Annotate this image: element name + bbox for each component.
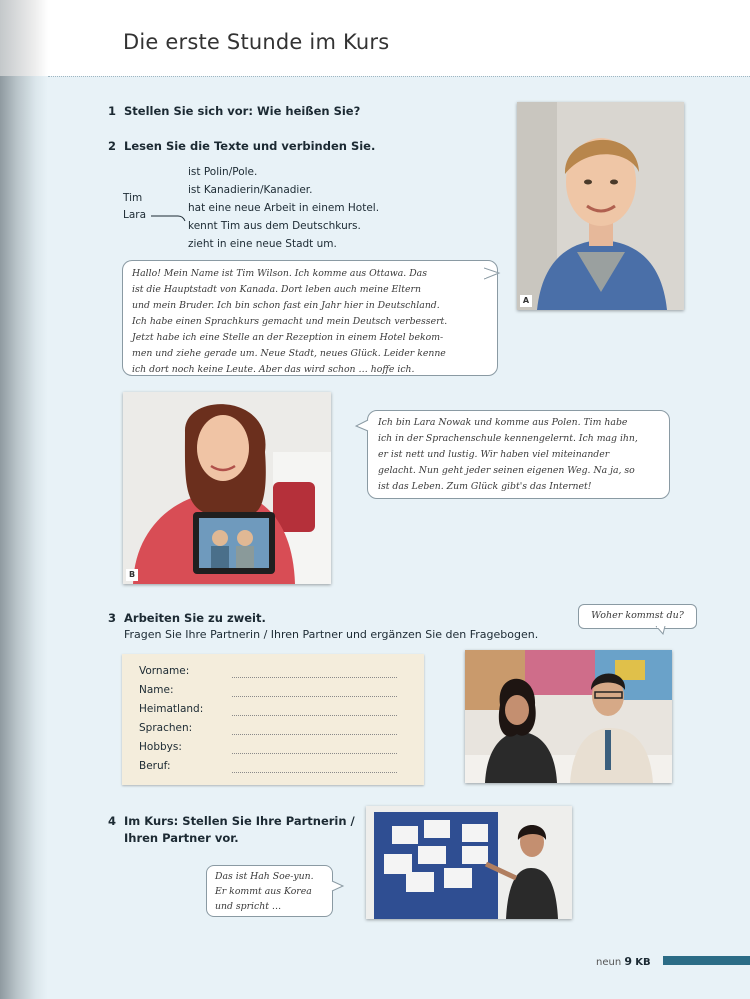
pinboard-illustration bbox=[366, 806, 572, 919]
bubble-line: und spricht … bbox=[215, 901, 282, 912]
bubble-tail bbox=[484, 266, 502, 282]
form-line-heimatland[interactable] bbox=[232, 715, 397, 716]
lara-speech-bubble bbox=[367, 410, 670, 499]
task-4-number: 4 bbox=[108, 814, 117, 828]
page-number: 9 bbox=[624, 955, 633, 968]
task-1-text: Stellen Sie sich vor: Wie heißen Sie? bbox=[124, 104, 361, 118]
form-label-hobbys: Hobbys: bbox=[139, 741, 182, 753]
task-4-line1: Im Kurs: Stellen Sie Ihre Partnerin / bbox=[124, 814, 355, 828]
bubble-line: ich dort noch keine Leute. Aber das wird schon … hoffe ich. bbox=[132, 364, 415, 375]
tim-speech-bubble bbox=[122, 260, 498, 376]
book-spine-shadow bbox=[0, 0, 48, 999]
form-line-sprachen[interactable] bbox=[232, 734, 397, 735]
bubble-line: men und ziehe gerade um. Neue Stadt, neues Glück. Leider kenne bbox=[132, 348, 446, 359]
bubble-line: Er kommt aus Korea bbox=[215, 886, 312, 897]
match-statement: ist Kanadierin/Kanadier. bbox=[188, 184, 313, 196]
task-4-line2: Ihren Partner vor. bbox=[124, 831, 239, 845]
photo-label-a: A bbox=[520, 295, 532, 307]
bubble-tail bbox=[355, 418, 369, 434]
task-3-number: 3 bbox=[108, 611, 117, 625]
photo-pinboard-presentation bbox=[366, 806, 572, 919]
photo-pair-work bbox=[465, 650, 672, 783]
footer-accent-bar bbox=[663, 956, 750, 965]
form-label-sprachen: Sprachen: bbox=[139, 722, 193, 734]
bubble-line: Hallo! Mein Name ist Tim Wilson. Ich komme aus Ottawa. Das bbox=[132, 268, 427, 279]
form-label-name: Name: bbox=[139, 684, 174, 696]
match-statement: ist Polin/Pole. bbox=[188, 166, 258, 178]
task-3-text: Arbeiten Sie zu zweit. bbox=[124, 611, 266, 625]
photo-label-b: B bbox=[126, 569, 138, 581]
task-1-number: 1 bbox=[108, 104, 117, 118]
form-label-heimatland: Heimatland: bbox=[139, 703, 204, 715]
form-line-name[interactable] bbox=[232, 696, 397, 697]
bubble-line: Ich bin Lara Nowak und komme aus Polen. Tim habe bbox=[378, 417, 628, 428]
page-number-word: neun bbox=[596, 957, 622, 968]
page-title: Die erste Stunde im Kurs bbox=[123, 30, 390, 54]
form-line-beruf[interactable] bbox=[232, 772, 397, 773]
match-statement: hat eine neue Arbeit in einem Hotel. bbox=[188, 202, 380, 214]
bubble-tail bbox=[655, 626, 669, 636]
photo-a-tim bbox=[517, 102, 684, 310]
task-2-number: 2 bbox=[108, 139, 117, 153]
pair-work-illustration bbox=[465, 650, 672, 783]
introduction-bubble bbox=[206, 865, 333, 917]
match-connector-line bbox=[150, 212, 190, 224]
match-name-lara: Lara bbox=[123, 209, 147, 221]
bubble-line: er ist nett und lustig. Wir haben viel miteinander bbox=[378, 449, 610, 460]
question-bubble bbox=[578, 604, 697, 629]
form-line-vorname[interactable] bbox=[232, 677, 397, 678]
bubble-line: Das ist Hah Soe-yun. bbox=[215, 871, 314, 882]
match-name-tim: Tim bbox=[123, 192, 143, 204]
task-3-subtext: Fragen Sie Ihre Partnerin / Ihren Partner und ergänzen Sie den Fragebogen. bbox=[124, 628, 539, 641]
lara-illustration bbox=[123, 392, 331, 584]
match-statement: kennt Tim aus dem Deutschkurs. bbox=[188, 220, 361, 232]
bubble-line: Ich habe einen Sprachkurs gemacht und mein Deutsch verbessert. bbox=[132, 316, 448, 327]
form-label-vorname: Vorname: bbox=[139, 665, 190, 677]
bubble-line: und mein Bruder. Ich bin schon fast ein Jahr hier in Deutschland. bbox=[132, 300, 440, 311]
bubble-line: gelacht. Nun geht jeder seinen eigenen Weg. Na ja, so bbox=[378, 465, 635, 476]
portrait-illustration bbox=[517, 102, 684, 310]
section-label: KB bbox=[635, 957, 651, 968]
task-2-text: Lesen Sie die Texte und verbinden Sie. bbox=[124, 139, 376, 153]
form-label-beruf: Beruf: bbox=[139, 760, 171, 772]
bubble-line: ist das Leben. Zum Glück gibt's das Internet! bbox=[378, 481, 592, 492]
match-statement: zieht in eine neue Stadt um. bbox=[188, 238, 337, 250]
page-footer bbox=[596, 955, 651, 968]
title-divider bbox=[48, 76, 750, 78]
question-text: Woher kommst du? bbox=[591, 610, 684, 621]
bubble-line: ich in der Sprachenschule kennengelernt. Ich mag ihn, bbox=[378, 433, 638, 444]
bubble-line: ist die Hauptstadt von Kanada. Dort leben auch meine Eltern bbox=[132, 284, 421, 295]
bubble-line: Jetzt habe ich eine Stelle an der Rezeption in einem Hotel bekom- bbox=[132, 332, 444, 343]
questionnaire-form bbox=[122, 654, 424, 785]
photo-b-lara bbox=[123, 392, 331, 584]
form-line-hobbys[interactable] bbox=[232, 753, 397, 754]
bubble-tail bbox=[331, 880, 345, 894]
